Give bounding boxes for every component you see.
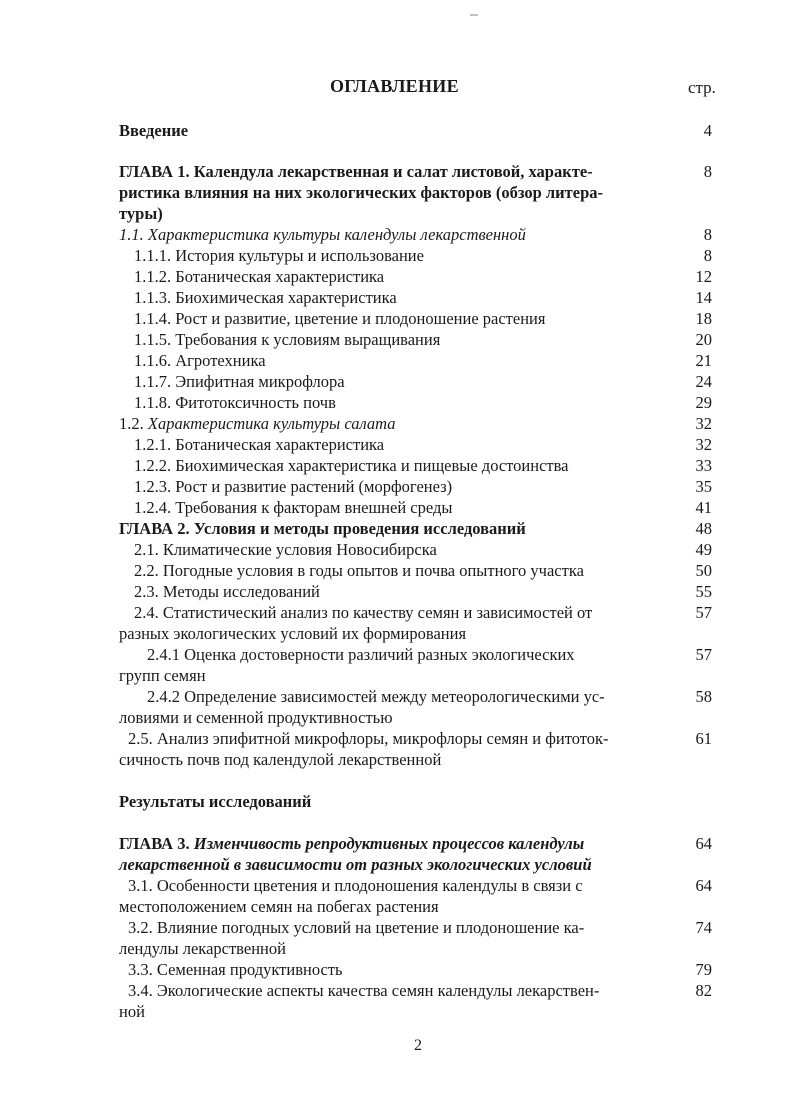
toc-page-number: 57 <box>695 645 712 664</box>
toc-page-number: 8 <box>703 246 712 265</box>
toc-page-number: 21 <box>695 351 712 370</box>
section-number: 1.2. <box>119 414 148 433</box>
toc-title: ОГЛАВЛЕНИЕ <box>330 76 459 96</box>
toc-entry-text: 2.5. Анализ эпифитной микрофлоры, микрофлоры семян и фитоток- <box>128 729 609 748</box>
toc-page-number: 8 <box>703 162 712 181</box>
toc-entry-text: 1.1.1. История культуры и использование <box>134 246 424 265</box>
toc-entry-text <box>119 833 584 854</box>
toc-page-number: 74 <box>695 918 712 937</box>
toc-entry-text: 1.1.4. Рост и развитие, цветение и плодоношение растения <box>134 309 546 328</box>
toc-entry-text: 1.1.2. Ботаническая характеристика <box>134 267 385 286</box>
toc-entry-text: сичность почв под календулой лекарственной <box>119 750 442 769</box>
toc-entry-text: 2.1. Климатические условия Новосибирска <box>134 540 437 559</box>
toc-entry-text: 1.2.1. Ботаническая характеристика <box>134 435 385 454</box>
toc-page-number: 82 <box>695 981 712 1000</box>
toc-entry-text: групп семян <box>119 666 206 685</box>
toc-entry-text: 1.2.4. Требования к факторам внешней среды <box>134 498 453 517</box>
toc-page-number: 32 <box>695 435 712 454</box>
toc-entry-text: ГЛАВА 1. Календула лекарственная и салат листовой, характе- <box>119 162 593 181</box>
toc-page-number: 29 <box>695 393 712 412</box>
toc-page-number: 48 <box>695 519 712 538</box>
toc-entry-text: 1.1.8. Фитотоксичность почв <box>134 393 336 412</box>
toc-entry-text: ловиями и семенной продуктивностью <box>119 708 393 727</box>
toc-page-number: 4 <box>703 121 712 140</box>
scan-mark <box>470 14 478 16</box>
toc-entry-text: 1.1.5. Требования к условиям выращивания <box>134 330 441 349</box>
toc-entry-text: Введение <box>119 121 189 140</box>
toc-entry-text: 3.4. Экологические аспекты качества семян календулы лекарствен- <box>128 981 600 1000</box>
toc-page-number: 20 <box>695 330 712 349</box>
section-title: Характеристика культуры салата <box>147 414 396 433</box>
page-column-label: стр. <box>688 78 716 97</box>
toc-entry-text: разных экологических условий их формирования <box>119 624 467 643</box>
toc-page-number: 33 <box>695 456 712 475</box>
toc-page-number: 14 <box>695 288 712 307</box>
toc-page-number: 50 <box>695 561 712 580</box>
toc-entry-text: 2.2. Погодные условия в годы опытов и почва опытного участка <box>134 561 584 580</box>
toc-entry-text: ной <box>119 1002 145 1021</box>
toc-page-number: 24 <box>695 372 712 391</box>
chapter-label: ГЛАВА 3. <box>119 834 194 853</box>
toc-entry-text: 2.4.1 Оценка достоверности различий разных экологических <box>147 645 575 664</box>
toc-page-number: 79 <box>695 960 712 979</box>
toc-entry-text: Результаты исследований <box>119 792 312 811</box>
toc-entry-text: лендулы лекарственной <box>119 939 286 958</box>
toc-entry-text: ристика влияния на них экологических факторов (обзор литера- <box>119 183 604 202</box>
toc-page-number: 64 <box>695 834 712 853</box>
toc-entry-text: 3.1. Особенности цветения и плодоношения календулы в связи с <box>128 876 583 895</box>
toc-entry-text: 3.3. Семенная продуктивность <box>128 960 343 979</box>
toc-entry-text: 1.1.7. Эпифитная микрофлора <box>134 372 345 391</box>
toc-entry-text: 2.4.2 Определение зависимостей между метеорологическими ус- <box>147 687 605 706</box>
toc-entry-text: 1.2.3. Рост и развитие растений (морфогенез) <box>134 477 453 496</box>
toc-page-number: 55 <box>695 582 712 601</box>
toc-entry-text: 2.3. Методы исследований <box>134 582 320 601</box>
toc-page-number: 64 <box>695 876 712 895</box>
toc-page-number: 49 <box>695 540 712 559</box>
toc-entry-text: 1.1.3. Биохимическая характеристика <box>134 288 397 307</box>
toc-entry-text: 1.2.2. Биохимическая характеристика и пищевые достоинства <box>134 456 569 475</box>
toc-entry-text: 2.4. Статистический анализ по качеству семян и зависимостей от <box>134 603 593 622</box>
toc-page-number: 12 <box>695 267 712 286</box>
toc-entry-text: 1.1. Характеристика культуры календулы лекарственной <box>119 225 526 244</box>
toc-page-number: 8 <box>703 225 712 244</box>
toc-entry-text: местоположением семян на побегах растения <box>119 897 439 916</box>
toc-page-number: 58 <box>695 687 712 706</box>
toc-entry-text: 3.2. Влияние погодных условий на цветение и плодоношение ка- <box>128 918 585 937</box>
toc-entry-text: лекарственной в зависимости от разных экологических условий <box>119 855 592 874</box>
toc-entry-text <box>119 413 396 434</box>
chapter-title: Изменчивость репродуктивных процессов календулы <box>193 834 585 853</box>
toc-page-number: 18 <box>695 309 712 328</box>
toc-page-number: 41 <box>695 498 712 517</box>
toc-entry-text: 1.1.6. Агротехника <box>134 351 266 370</box>
toc-page-number: 32 <box>695 414 712 433</box>
page-number: 2 <box>414 1037 422 1054</box>
toc-header <box>0 76 796 100</box>
toc-page-number: 57 <box>695 603 712 622</box>
toc-entry-text: туры) <box>119 204 163 223</box>
toc-entry-text: ГЛАВА 2. Условия и методы проведения исследований <box>119 519 526 538</box>
toc-page-number: 35 <box>695 477 712 496</box>
toc-page-number: 61 <box>695 729 712 748</box>
